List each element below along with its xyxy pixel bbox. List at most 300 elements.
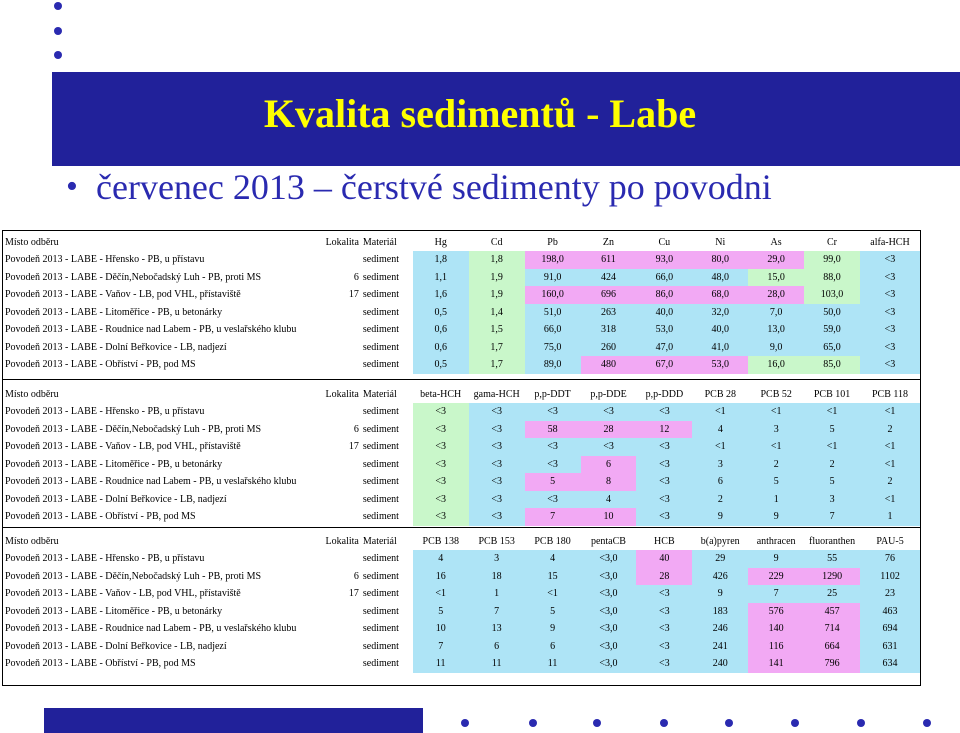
value-cell: <3 bbox=[860, 286, 920, 304]
value-cell: 7 bbox=[525, 508, 581, 526]
value-cell: <3 bbox=[860, 304, 920, 322]
value-cell: <1 bbox=[692, 438, 748, 456]
table-row bbox=[3, 438, 920, 456]
lokalita-cell bbox=[321, 251, 361, 269]
value-cell: <3 bbox=[469, 473, 525, 491]
value-cell: <3 bbox=[636, 508, 692, 526]
lokalita-cell bbox=[321, 638, 361, 656]
value-cell: 0,6 bbox=[413, 321, 469, 339]
table-metals bbox=[3, 233, 920, 374]
value-cell: 0,5 bbox=[413, 356, 469, 374]
decor-dot-icon bbox=[725, 719, 733, 727]
value-cell: <3 bbox=[860, 269, 920, 287]
table-header-row bbox=[3, 233, 920, 251]
value-cell: <3 bbox=[636, 620, 692, 638]
value-cell: <3 bbox=[413, 473, 469, 491]
value-cell: <1 bbox=[804, 438, 860, 456]
value-cell: 3 bbox=[804, 491, 860, 509]
column-header: Lokalita bbox=[325, 388, 359, 400]
value-cell: 260 bbox=[581, 339, 637, 357]
lokalita-cell bbox=[321, 356, 361, 374]
value-cell: 75,0 bbox=[525, 339, 581, 357]
value-cell: 634 bbox=[860, 655, 920, 673]
value-cell: <3 bbox=[636, 585, 692, 603]
value-cell: 5 bbox=[748, 473, 804, 491]
material-cell: sediment bbox=[362, 458, 399, 470]
value-cell: 66,0 bbox=[525, 321, 581, 339]
value-cell: 18 bbox=[469, 568, 525, 586]
decor-dot-icon bbox=[54, 27, 62, 35]
material-cell: sediment bbox=[362, 605, 399, 617]
value-cell: <3 bbox=[469, 421, 525, 439]
material-cell: sediment bbox=[362, 254, 400, 266]
value-cell: 29 bbox=[692, 550, 748, 568]
table-row bbox=[3, 339, 920, 357]
value-cell: 1,8 bbox=[413, 251, 469, 269]
location-cell: Povodeň 2013 - LABE - Děčín,Nebočadský Luh - PB, proti MS bbox=[5, 423, 262, 435]
lokalita-cell: 6 bbox=[353, 271, 359, 283]
value-cell: 50,0 bbox=[804, 304, 860, 322]
value-cell: 5 bbox=[804, 421, 860, 439]
value-cell: <3 bbox=[469, 403, 525, 421]
table-header-row bbox=[3, 385, 920, 403]
value-cell: 28 bbox=[581, 421, 637, 439]
lokalita-cell bbox=[321, 508, 361, 526]
column-header: PCB 138 bbox=[422, 535, 459, 547]
value-cell: 7 bbox=[469, 603, 525, 621]
lokalita-cell: 17 bbox=[348, 588, 359, 600]
table-row bbox=[3, 356, 920, 374]
value-cell: 3 bbox=[692, 456, 748, 474]
lokalita-cell bbox=[321, 620, 361, 638]
table-row bbox=[3, 508, 920, 526]
location-cell: Povodeň 2013 - LABE - Roudnice nad Labem - PB, u veslařského klubu bbox=[5, 623, 297, 635]
value-cell: <1 bbox=[748, 403, 804, 421]
value-cell: <3,0 bbox=[581, 638, 637, 656]
lokalita-cell bbox=[321, 473, 361, 491]
value-cell: <3 bbox=[636, 456, 692, 474]
location-cell: Povodeň 2013 - LABE - Obříství - PB, pod MS bbox=[5, 658, 196, 670]
value-cell: 0,5 bbox=[413, 304, 469, 322]
location-cell: Povodeň 2013 - LABE - Vaňov - LB, pod VHL, přístaviště bbox=[5, 588, 241, 600]
column-header: anthracen bbox=[756, 535, 796, 547]
value-cell: 664 bbox=[804, 638, 860, 656]
location-cell: Povodeň 2013 - LABE - Děčín,Nebočadský Luh - PB, proti MS bbox=[5, 570, 262, 582]
value-cell: 1,9 bbox=[469, 286, 525, 304]
value-cell: <3,0 bbox=[581, 603, 637, 621]
value-cell: 53,0 bbox=[692, 356, 748, 374]
decor-dot-icon bbox=[461, 719, 469, 727]
value-cell: <3 bbox=[860, 251, 920, 269]
value-cell: 13,0 bbox=[748, 321, 804, 339]
value-cell: <1 bbox=[860, 491, 920, 509]
column-header: Lokalita bbox=[325, 236, 359, 248]
material-cell: sediment bbox=[362, 341, 400, 353]
column-header: b(a)pyren bbox=[700, 535, 740, 547]
value-cell: 1,9 bbox=[469, 269, 525, 287]
value-cell: 7 bbox=[413, 638, 469, 656]
table-row bbox=[3, 568, 920, 586]
value-cell: 6 bbox=[692, 473, 748, 491]
column-header: PCB 153 bbox=[478, 535, 515, 547]
value-cell: 2 bbox=[748, 456, 804, 474]
value-cell: 40,0 bbox=[692, 321, 748, 339]
value-cell: <3 bbox=[469, 456, 525, 474]
value-cell: <3 bbox=[860, 339, 920, 357]
column-header: PCB 118 bbox=[872, 388, 909, 400]
value-cell: 99,0 bbox=[804, 251, 860, 269]
value-cell: 6 bbox=[469, 638, 525, 656]
location-cell: Povodeň 2013 - LABE - Obříství - PB, pod MS bbox=[5, 359, 196, 371]
value-cell: 796 bbox=[804, 655, 860, 673]
value-cell: <3 bbox=[581, 403, 637, 421]
value-cell: 1290 bbox=[804, 568, 860, 586]
value-cell: 9 bbox=[525, 620, 581, 638]
value-cell: 457 bbox=[804, 603, 860, 621]
location-cell: Povodeň 2013 - LABE - Hřensko - PB, u přístavu bbox=[5, 254, 205, 266]
value-cell: <3,0 bbox=[581, 620, 637, 638]
column-header: Ni bbox=[715, 236, 726, 248]
value-cell: <1 bbox=[860, 438, 920, 456]
location-cell: Povodeň 2013 - LABE - Děčín,Nebočadský Luh - PB, proti MS bbox=[5, 271, 262, 283]
column-header: HCB bbox=[654, 535, 675, 547]
column-header: alfa-HCH bbox=[870, 236, 910, 248]
value-cell: <3 bbox=[413, 491, 469, 509]
decor-dot-icon bbox=[791, 719, 799, 727]
value-cell: 5 bbox=[525, 603, 581, 621]
material-cell: sediment bbox=[362, 658, 399, 670]
value-cell: 160,0 bbox=[525, 286, 581, 304]
column-header: p,p-DDE bbox=[590, 388, 627, 400]
value-cell: 25 bbox=[804, 585, 860, 603]
value-cell: <3 bbox=[525, 438, 581, 456]
decor-dot-icon bbox=[857, 719, 865, 727]
value-cell: 426 bbox=[692, 568, 748, 586]
location-cell: Povodeň 2013 - LABE - Dolní Beřkovice - LB, nadjezí bbox=[5, 493, 227, 505]
value-cell: 55 bbox=[804, 550, 860, 568]
material-cell: sediment bbox=[362, 406, 399, 418]
value-cell: <3 bbox=[525, 491, 581, 509]
decor-dot-icon bbox=[923, 719, 931, 727]
column-header: p,p-DDD bbox=[645, 388, 684, 400]
table-row bbox=[3, 585, 920, 603]
column-header: Hg bbox=[434, 236, 447, 248]
data-tables bbox=[2, 230, 921, 686]
value-cell: 240 bbox=[692, 655, 748, 673]
value-cell: 5 bbox=[804, 473, 860, 491]
column-header: beta-HCH bbox=[420, 388, 462, 400]
value-cell: <3 bbox=[581, 438, 637, 456]
value-cell: 7 bbox=[748, 585, 804, 603]
value-cell: 85,0 bbox=[804, 356, 860, 374]
material-cell: sediment bbox=[362, 271, 400, 283]
lokalita-cell: 6 bbox=[353, 423, 359, 435]
value-cell: 480 bbox=[581, 356, 637, 374]
value-cell: 1102 bbox=[860, 568, 920, 586]
value-cell: 0,6 bbox=[413, 339, 469, 357]
value-cell: 694 bbox=[860, 620, 920, 638]
column-header: PCB 101 bbox=[813, 388, 851, 400]
table-row bbox=[3, 403, 920, 421]
value-cell: 5 bbox=[413, 603, 469, 621]
value-cell: 2 bbox=[692, 491, 748, 509]
table-pcb-pah bbox=[3, 532, 920, 673]
value-cell: 10 bbox=[581, 508, 637, 526]
bottom-band bbox=[44, 708, 423, 733]
decor-dot-icon bbox=[593, 719, 601, 727]
decor-dot-icon bbox=[54, 51, 62, 59]
material-cell: sediment bbox=[362, 511, 399, 523]
value-cell: 65,0 bbox=[804, 339, 860, 357]
column-header: pentaCB bbox=[590, 535, 626, 547]
column-header: Lokalita bbox=[325, 535, 359, 547]
value-cell: 9 bbox=[692, 585, 748, 603]
value-cell: <1 bbox=[692, 403, 748, 421]
value-cell: <1 bbox=[413, 585, 469, 603]
value-cell: <3 bbox=[525, 456, 581, 474]
value-cell: 93,0 bbox=[636, 251, 692, 269]
value-cell: 68,0 bbox=[692, 286, 748, 304]
subtitle: červenec 2013 – čerstvé sedimenty po povodni bbox=[96, 167, 772, 207]
value-cell: 198,0 bbox=[525, 251, 581, 269]
material-cell: sediment bbox=[362, 476, 399, 488]
value-cell: 47,0 bbox=[636, 339, 692, 357]
value-cell: 11 bbox=[525, 655, 581, 673]
value-cell: 10 bbox=[413, 620, 469, 638]
value-cell: 263 bbox=[581, 304, 637, 322]
value-cell: 40,0 bbox=[636, 304, 692, 322]
table-row bbox=[3, 269, 920, 287]
value-cell: 12 bbox=[636, 421, 692, 439]
value-cell: 141 bbox=[748, 655, 804, 673]
value-cell: 16 bbox=[413, 568, 469, 586]
value-cell: 4 bbox=[413, 550, 469, 568]
value-cell: 48,0 bbox=[692, 269, 748, 287]
value-cell: <3 bbox=[413, 438, 469, 456]
value-cell: 2 bbox=[860, 421, 920, 439]
value-cell: 3 bbox=[748, 421, 804, 439]
value-cell: <3 bbox=[636, 638, 692, 656]
value-cell: 318 bbox=[581, 321, 637, 339]
location-cell: Povodeň 2013 - LABE - Hřensko - PB, u přístavu bbox=[5, 553, 205, 565]
value-cell: <1 bbox=[525, 585, 581, 603]
value-cell: 9,0 bbox=[748, 339, 804, 357]
table-row bbox=[3, 473, 920, 491]
value-cell: 1 bbox=[860, 508, 920, 526]
column-header: gama-HCH bbox=[473, 388, 520, 400]
table-organics bbox=[3, 385, 920, 526]
value-cell: 1,4 bbox=[469, 304, 525, 322]
value-cell: 2 bbox=[804, 456, 860, 474]
material-cell: sediment bbox=[362, 359, 400, 371]
value-cell: 11 bbox=[413, 655, 469, 673]
location-cell: Povodeň 2013 - LABE - Vaňov - LB, pod VHL, přístaviště bbox=[5, 441, 241, 453]
value-cell: <3 bbox=[860, 321, 920, 339]
value-cell: <3 bbox=[469, 491, 525, 509]
lokalita-cell bbox=[321, 491, 361, 509]
divider bbox=[3, 527, 920, 528]
value-cell: 15,0 bbox=[748, 269, 804, 287]
material-cell: sediment bbox=[362, 588, 399, 600]
value-cell: 29,0 bbox=[748, 251, 804, 269]
column-header: Materiál bbox=[362, 535, 397, 547]
value-cell: 229 bbox=[748, 568, 804, 586]
location-cell: Povodeň 2013 - LABE - Litoměřice - PB, u betonárky bbox=[5, 458, 223, 470]
table-row bbox=[3, 638, 920, 656]
lokalita-cell bbox=[321, 456, 361, 474]
material-cell: sediment bbox=[362, 289, 400, 301]
value-cell: <3 bbox=[636, 655, 692, 673]
page-title: Kvalita sedimentů - Labe bbox=[263, 91, 697, 136]
column-header: fluoranthen bbox=[809, 535, 856, 547]
column-header: p,p-DDT bbox=[534, 388, 571, 400]
value-cell: 140 bbox=[748, 620, 804, 638]
value-cell: <3,0 bbox=[581, 655, 637, 673]
material-cell: sediment bbox=[362, 553, 399, 565]
value-cell: 6 bbox=[525, 638, 581, 656]
value-cell: 1 bbox=[748, 491, 804, 509]
table-row bbox=[3, 620, 920, 638]
value-cell: 714 bbox=[804, 620, 860, 638]
column-header: PCB 180 bbox=[534, 535, 571, 547]
value-cell: 51,0 bbox=[525, 304, 581, 322]
material-cell: sediment bbox=[362, 324, 400, 336]
value-cell: 15 bbox=[525, 568, 581, 586]
column-header: PCB 28 bbox=[704, 388, 737, 400]
value-cell: 103,0 bbox=[804, 286, 860, 304]
location-cell: Povodeň 2013 - LABE - Litoměřice - PB, u betonárky bbox=[5, 306, 223, 318]
value-cell: <3 bbox=[636, 438, 692, 456]
location-cell: Povodeň 2013 - LABE - Roudnice nad Labem - PB, u veslařského klubu bbox=[5, 476, 297, 488]
value-cell: 241 bbox=[692, 638, 748, 656]
value-cell: 1,8 bbox=[469, 251, 525, 269]
value-cell: 40 bbox=[636, 550, 692, 568]
value-cell: 53,0 bbox=[636, 321, 692, 339]
value-cell: <3 bbox=[413, 403, 469, 421]
value-cell: 67,0 bbox=[636, 356, 692, 374]
value-cell: 9 bbox=[692, 508, 748, 526]
lokalita-cell bbox=[321, 550, 361, 568]
value-cell: <1 bbox=[748, 438, 804, 456]
value-cell: <3 bbox=[636, 473, 692, 491]
value-cell: 424 bbox=[581, 269, 637, 287]
lokalita-cell: 6 bbox=[353, 570, 359, 582]
value-cell: 611 bbox=[581, 251, 637, 269]
lokalita-cell bbox=[321, 655, 361, 673]
value-cell: <3 bbox=[413, 421, 469, 439]
value-cell: 576 bbox=[748, 603, 804, 621]
value-cell: 1,7 bbox=[469, 339, 525, 357]
lokalita-cell: 17 bbox=[348, 441, 359, 453]
location-cell: Povodeň 2013 - LABE - Vaňov - LB, pod VHL, přístaviště bbox=[5, 289, 241, 301]
divider bbox=[3, 379, 920, 380]
lokalita-cell bbox=[321, 403, 361, 421]
value-cell: <1 bbox=[804, 403, 860, 421]
value-cell: 28,0 bbox=[748, 286, 804, 304]
location-cell: Povodeň 2013 - LABE - Obříství - PB, pod MS bbox=[5, 511, 196, 523]
column-header: Materiál bbox=[362, 236, 397, 248]
value-cell: <3 bbox=[413, 508, 469, 526]
value-cell: 1,1 bbox=[413, 269, 469, 287]
value-cell: 11 bbox=[469, 655, 525, 673]
column-header: Materiál bbox=[362, 388, 397, 400]
column-header: Cd bbox=[490, 236, 503, 248]
value-cell: <3,0 bbox=[581, 568, 637, 586]
material-cell: sediment bbox=[362, 493, 399, 505]
value-cell: <3 bbox=[469, 438, 525, 456]
value-cell: 116 bbox=[748, 638, 804, 656]
location-cell: Povodeň 2013 - LABE - Litoměřice - PB, u betonárky bbox=[5, 605, 223, 617]
value-cell: <3 bbox=[860, 356, 920, 374]
material-cell: sediment bbox=[362, 306, 400, 318]
location-cell: Povodeň 2013 - LABE - Roudnice nad Labem - PB, u veslařského klubu bbox=[5, 324, 297, 336]
value-cell: <3 bbox=[636, 491, 692, 509]
table-row bbox=[3, 321, 920, 339]
value-cell: 8 bbox=[581, 473, 637, 491]
column-header: Cu bbox=[658, 236, 671, 248]
value-cell: <3 bbox=[636, 403, 692, 421]
decor-dot-icon bbox=[660, 719, 668, 727]
decor-dot-icon bbox=[529, 719, 537, 727]
value-cell: 58 bbox=[525, 421, 581, 439]
column-header: As bbox=[770, 236, 782, 248]
value-cell: <1 bbox=[860, 403, 920, 421]
value-cell: 696 bbox=[581, 286, 637, 304]
column-header: Pb bbox=[547, 236, 558, 248]
material-cell: sediment bbox=[362, 441, 399, 453]
location-cell: Povodeň 2013 - LABE - Dolní Beřkovice - LB, nadjezí bbox=[5, 640, 227, 652]
value-cell: 246 bbox=[692, 620, 748, 638]
value-cell: 9 bbox=[748, 550, 804, 568]
material-cell: sediment bbox=[362, 570, 399, 582]
value-cell: 7,0 bbox=[748, 304, 804, 322]
value-cell: 41,0 bbox=[692, 339, 748, 357]
value-cell: 80,0 bbox=[692, 251, 748, 269]
value-cell: <1 bbox=[860, 456, 920, 474]
column-header: Místo odběru bbox=[5, 388, 59, 400]
value-cell: 6 bbox=[581, 456, 637, 474]
material-cell: sediment bbox=[362, 623, 399, 635]
value-cell: 32,0 bbox=[692, 304, 748, 322]
location-cell: Povodeň 2013 - LABE - Dolní Beřkovice - LB, nadjezí bbox=[5, 341, 227, 353]
column-header: Zn bbox=[602, 236, 614, 248]
table-row bbox=[3, 550, 920, 568]
table-row bbox=[3, 251, 920, 269]
value-cell: 86,0 bbox=[636, 286, 692, 304]
table-header-row bbox=[3, 532, 920, 550]
column-header: PCB 52 bbox=[760, 388, 792, 400]
material-cell: sediment bbox=[362, 640, 399, 652]
value-cell: 4 bbox=[525, 550, 581, 568]
value-cell: 59,0 bbox=[804, 321, 860, 339]
location-cell: Povodeň 2013 - LABE - Hřensko - PB, u přístavu bbox=[5, 406, 205, 418]
value-cell: 1,7 bbox=[469, 356, 525, 374]
table-row bbox=[3, 603, 920, 621]
value-cell: 88,0 bbox=[804, 269, 860, 287]
lokalita-cell bbox=[321, 304, 361, 322]
value-cell: <3,0 bbox=[581, 550, 637, 568]
value-cell: 28 bbox=[636, 568, 692, 586]
value-cell: 16,0 bbox=[748, 356, 804, 374]
table-row bbox=[3, 421, 920, 439]
material-cell: sediment bbox=[362, 423, 399, 435]
decor-dot-icon bbox=[54, 2, 62, 10]
value-cell: 463 bbox=[860, 603, 920, 621]
value-cell: 1 bbox=[469, 585, 525, 603]
value-cell: 4 bbox=[581, 491, 637, 509]
bullet-icon: • bbox=[66, 168, 78, 205]
lokalita-cell bbox=[321, 339, 361, 357]
